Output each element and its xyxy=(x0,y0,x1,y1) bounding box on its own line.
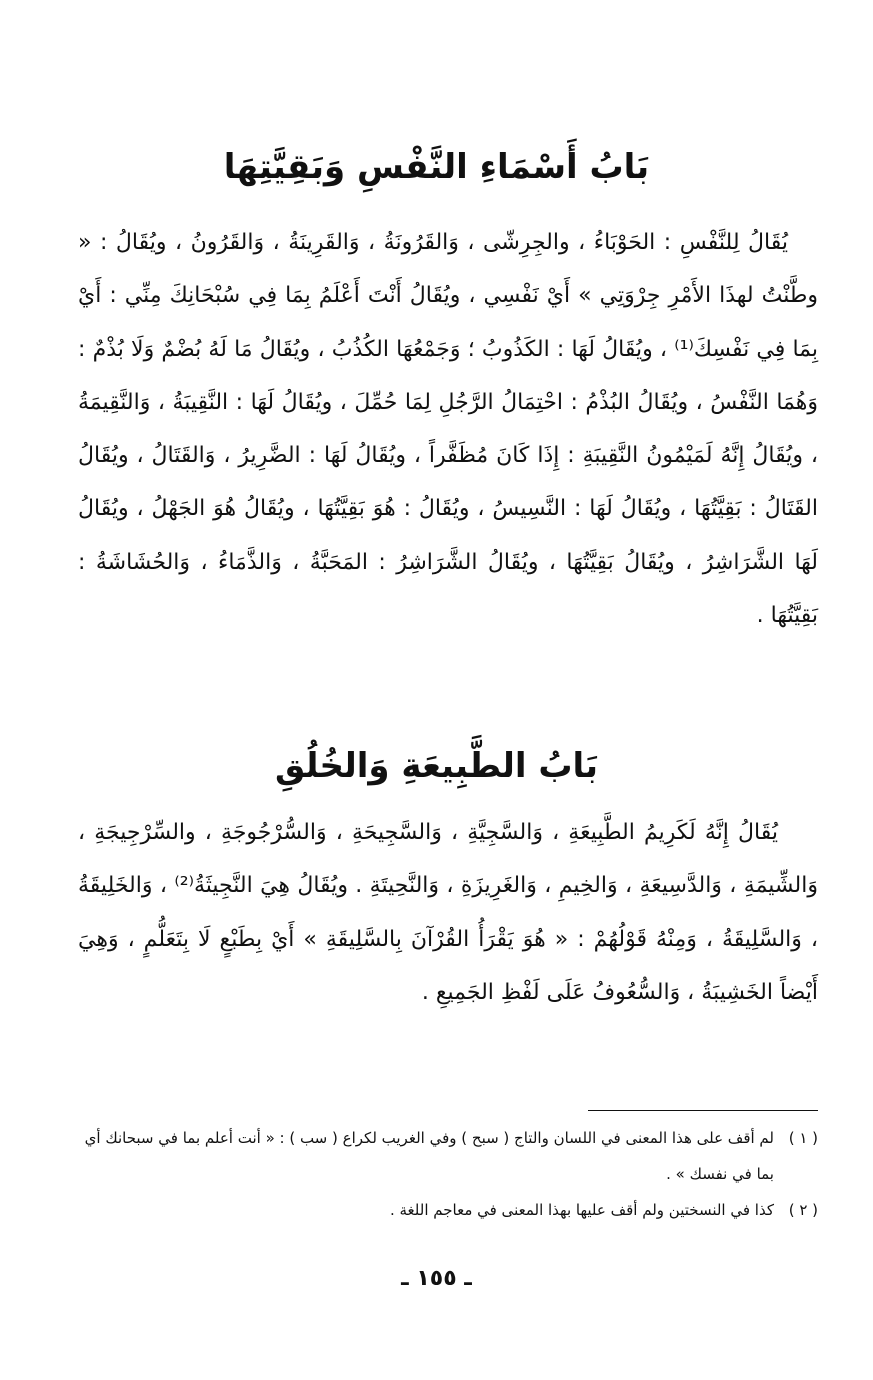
section-title: بَابُ الطَّبِيعَةِ وَالخُلُقِ xyxy=(274,746,599,786)
section-body: يُقَالُ لِلنَّفْسِ : الحَوْبَاءُ ، والجِرِشّى ، وَالقَرُونَةُ ، وَالقَرِينَةُ ، وَالقَرُونُ ، ويُقَالُ : « وطَّنْتُ لهذَا الأَمْرِ جِرْوَتِي » أَيْ نَفْسِي ، ويُقَالُ أَنْتَ أَعْلَمُ بِمَا فِي سُبْحَانِكَ مِنِّي : أَيْ بِمَا فِي نَفْسِكَ⁽¹⁾ ، ويُقَالُ لَهَا : الكَذُوبُ ؛ وَجَمْعُهَا الكُذُبُ ، ويُقَالُ مَا لَهُ بُضْمٌ وَلَا بُذْمٌ : وَهُمَا النَّفْسُ ، ويُقَالُ البُذْمُ : احْتِمَالُ الرَّجُلِ لِمَا حُمِّلَ ، ويُقَالُ لَهَا : النَّقِيبَةُ ، وَالنَّقِيمَةُ ، ويُقَالُ إِنَّهُ لَمَيْمُونُ النَّقِيبَةِ : إِذَا كَانَ مُظَفَّراً ، ويُقَالُ لَهَا : الضَّرِيرُ ، وَالقَتَالُ ، ويُقَالُ القَتَالُ : بَقِيَّتُهَا ، ويُقَالُ لَهَا : النَّسِيسُ ، ويُقَالُ : هُوَ بَقِيَّتُهَا ، ويُقَالُ هُوَ الجَهْلُ ، ويُقَالُ لَهَا الشَّرَاشِرُ ، ويُقَالُ بَقِيَّتُهَا ، ويُقَالُ الشَّرَاشِرُ : المَحَبَّةُ ، وَالذَّمَاءُ ، وَالحُشَاشَةُ : بَقِيَّتُهَا . xyxy=(78,230,819,629)
footnote-number: ( ١ ) xyxy=(788,1129,818,1147)
footnote-divider xyxy=(588,1110,818,1111)
footnotes xyxy=(78,1120,818,1228)
footnote-text: كذا في النسختين ولم أقف عليها بهذا المعنى في معاجم اللغة . xyxy=(389,1201,774,1219)
page-number: ـ ١٥٥ ـ xyxy=(401,1266,472,1291)
footnote xyxy=(78,1120,818,1192)
footnote-text: لم أقف على هذا المعنى في اللسان والتاج ( سبح ) وفي الغريب لكراع ( سب ) : « أنت أعلم بما في سبحانك أي بما في نفسك » . xyxy=(84,1129,774,1183)
section-title: بَابُ أَسْمَاءِ النَّفْسِ وَبَقِيَّتِهَا xyxy=(223,147,650,187)
footnote-number: ( ٢ ) xyxy=(788,1201,818,1219)
footnote xyxy=(78,1192,818,1228)
section-body: يُقَالُ إِنَّهُ لَكَرِيمُ الطَّبِيعَةِ ، وَالسَّجِيَّةِ ، وَالسَّجِيحَةِ ، وَالسُّرْجُوجَةِ ، والسِّرْجِيجَةِ ، وَالشِّيمَةِ ، وَالدَّسِيعَةِ ، وَالخِيمِ ، وَالغَرِيزَةِ ، وَالنَّحِيتَةِ . ويُقَالُ هِيَ النَّجِيثَةُ⁽²⁾ ، وَالخَلِيقَةُ ، وَالسَّلِيقَةُ ، وَمِنْهُ قَوْلُهُمْ : « هُوَ يَقْرَأُ القُرْآنَ بِالسَّلِيقَةِ » أَيْ بِطَبْعٍ لَا بِتَعَلُّمٍ ، وَهِيَ أَيْضاً الخَشِيبَةُ ، وَالسُّعُوفُ عَلَى لَفْظِ الجَمِيعِ . xyxy=(78,820,818,1005)
